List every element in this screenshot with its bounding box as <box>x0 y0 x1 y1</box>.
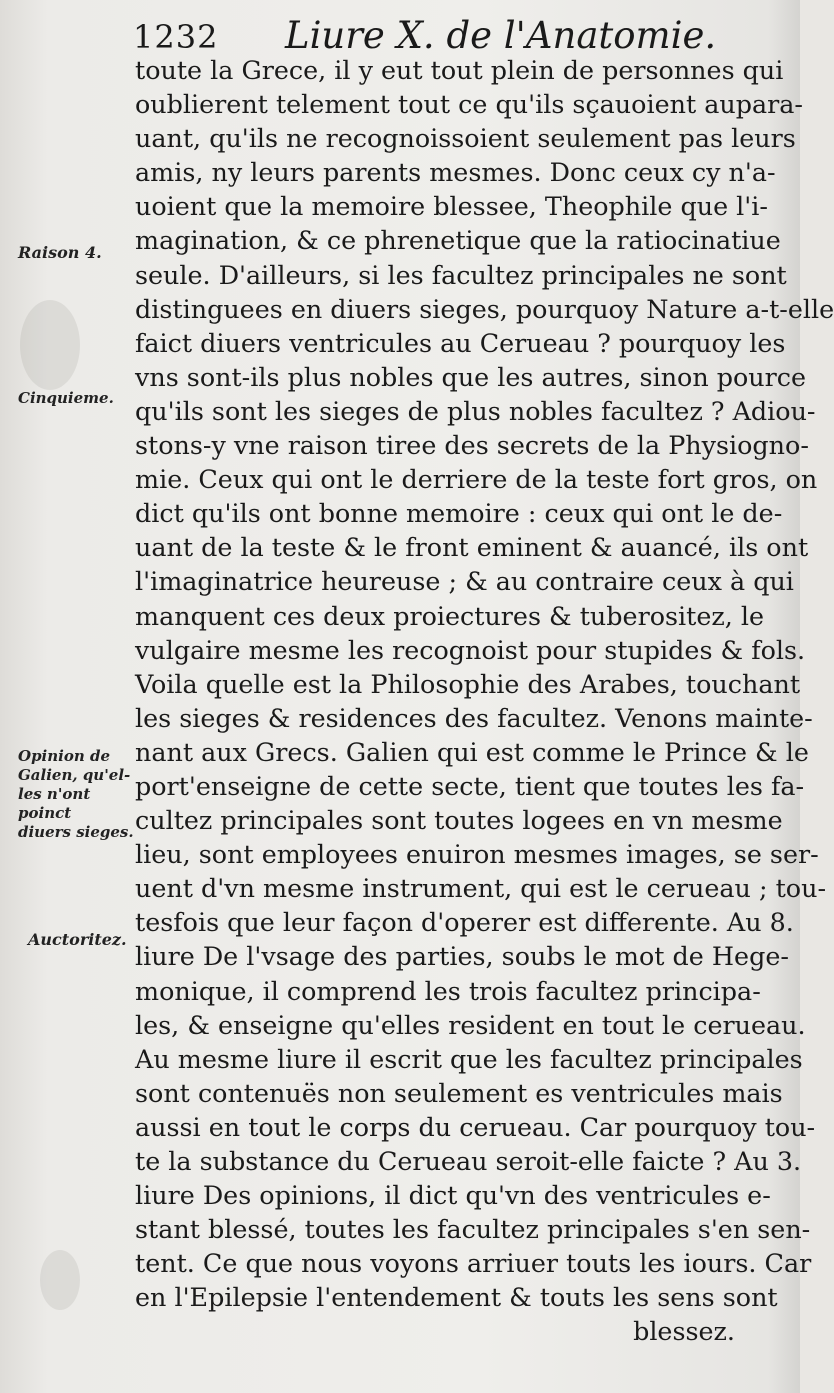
text-line: l'imaginatrice heureuse ; & au contraire ceux à qui <box>135 566 794 597</box>
text-line: Voila quelle est la Philosophie des Arabes, touchant <box>135 668 801 699</box>
text-line: tent. Ce que nous voyons arriuer touts les iours. Car <box>135 1248 812 1279</box>
text-line: vns sont-ils plus nobles que les autres, sinon pource <box>135 361 807 392</box>
margin-note-line: Opinion de <box>18 747 111 765</box>
text-line: cultez principales sont toutes logees en vn mesme <box>135 805 783 836</box>
margin-note-line: Auctoritez. <box>28 930 127 949</box>
text-line: les sieges & residences des facultez. Venons mainte- <box>135 702 813 733</box>
margin-note-line: les n'ont poinct <box>18 785 91 822</box>
text-line: stant blessé, toutes les facultez principales s'en sen- <box>135 1214 811 1245</box>
text-line: monique, il comprend les trois facultez principa- <box>135 975 761 1006</box>
text-line: magination, & ce phrenetique que la ratiocinatiue <box>135 225 781 256</box>
text-line: te la substance du Cerueau seroit-elle faicte ? Au 3. <box>135 1146 802 1176</box>
text-line: aussi en tout le corps du cerueau. Car pourquoy tou- <box>135 1111 816 1142</box>
text-line: liure Des opinions, il dict qu'vn des ventricules e- <box>135 1180 771 1211</box>
text-line: uant de la teste & le front eminent & auancé, ils ont <box>135 532 809 563</box>
running-head: Liure X. de l'Anatomie. <box>285 14 717 57</box>
margin-note-auctoritez <box>28 930 127 949</box>
text-line: stons-y vne raison tiree des secrets de la Physiogno- <box>135 430 809 461</box>
text-line: dict qu'ils ont bonne memoire : ceux qui ont le de- <box>135 498 783 529</box>
text-line: distinguees en diuers sieges, pourquoy Nature a-t-elle <box>135 293 834 324</box>
text-line: uant, qu'ils ne recognoissoient seulement pas leurs <box>135 123 796 154</box>
text-line: faict diuers ventricules au Cerueau ? pourquoy les <box>135 327 786 358</box>
margin-note-line: Raison 4. <box>18 243 102 262</box>
text-line: nant aux Grecs. Galien qui est comme le Prince & le <box>135 736 809 767</box>
text-line: uoient que la memoire blessee, Theophile que l'i- <box>135 191 768 222</box>
margin-note-opinion-galien <box>18 747 136 842</box>
text-line: amis, ny leurs parents mesmes. Donc ceux cy n'a- <box>135 157 776 188</box>
text-line: port'enseigne de cette secte, tient que toutes les fa- <box>135 770 805 801</box>
text-line: les, & enseigne qu'elles resident en tout le cerueau. <box>135 1009 806 1040</box>
margin-note-cinquieme <box>18 389 114 408</box>
text-line: mie. Ceux qui ont le derriere de la teste fort gros, on <box>135 464 818 495</box>
margin-note-raison <box>18 243 102 262</box>
text-line: uent d'vn mesme instrument, qui est le cerueau ; tou- <box>135 873 827 904</box>
page-header <box>0 8 800 58</box>
text-line: liure De l'vsage des parties, soubs le mot de Hege- <box>135 941 789 972</box>
text-line: blessez. <box>633 1316 735 1347</box>
page-number: 1232 <box>133 18 219 56</box>
text-line: en l'Epilepsie l'entendement & touts les sens sont <box>135 1282 778 1313</box>
margin-note-line: Cinquieme. <box>18 389 114 407</box>
text-line: Au mesme liure il escrit que les facultez principales <box>135 1043 803 1074</box>
margin-note-line: diuers sieges. <box>18 823 134 841</box>
text-line: seule. D'ailleurs, si les facultez principales ne sont <box>135 259 787 290</box>
text-line: lieu, sont employees enuiron mesmes images, se ser- <box>135 839 819 870</box>
text-line: oublierent telement tout ce qu'ils sçauoient aupara- <box>135 89 803 120</box>
text-line: tesfois que leur façon d'operer est differente. Au 8. <box>135 907 794 938</box>
margin-note-line: Galien, qu'el- <box>18 766 131 784</box>
text-line: qu'ils sont les sieges de plus nobles facultez ? Adiou- <box>135 395 816 426</box>
text-line: sont contenuës non seulement es ventricules mais <box>135 1077 783 1108</box>
text-line: manquent ces deux proiectures & tuberositez, le <box>135 600 765 631</box>
body-text <box>135 53 834 1349</box>
text-line: toute la Grece, il y eut tout plein de personnes qui <box>135 55 784 85</box>
text-line: vulgaire mesme les recognoist pour stupides & fols. <box>135 634 806 665</box>
